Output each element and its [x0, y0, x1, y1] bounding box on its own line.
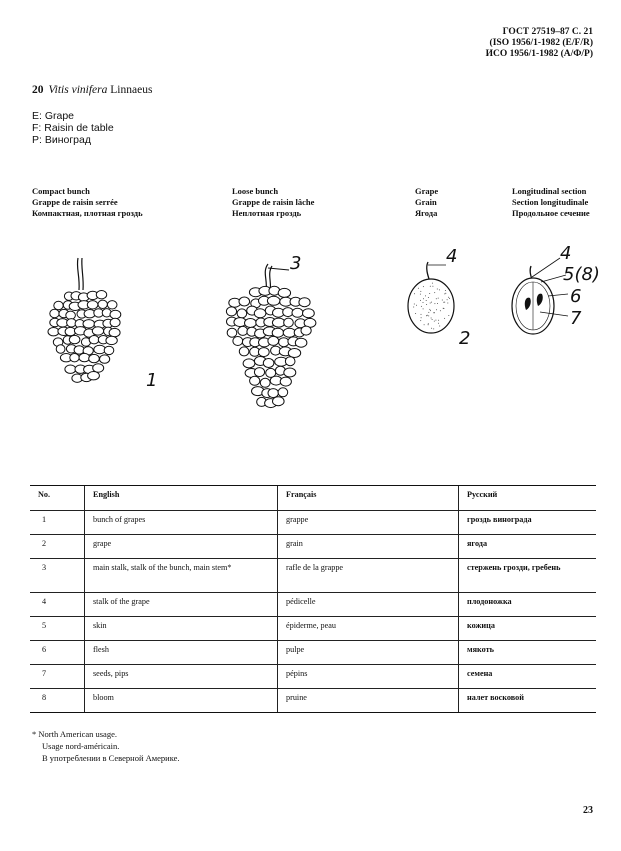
cell-no: 2	[30, 535, 85, 559]
cell-french: pédicelle	[278, 593, 459, 617]
cell-russian: ягода	[459, 535, 597, 559]
loose-bunch-illustration	[226, 264, 316, 408]
table-row	[30, 593, 596, 617]
cell-french: épiderme, peau	[278, 617, 459, 641]
footnote-russian: В употреблении в Северной Америке.	[42, 753, 180, 763]
cell-no: 7	[30, 665, 85, 689]
cell-english: flesh	[85, 641, 278, 665]
cell-french: pruine	[278, 689, 459, 713]
caption-line: Grape	[415, 186, 439, 196]
cell-russian: гроздь винограда	[459, 511, 597, 535]
entry-author: Linnaeus	[110, 84, 153, 96]
caption-line: Grappe de raisin lâche	[232, 197, 315, 207]
cell-no: 8	[30, 689, 85, 713]
figure-label-2: 2	[459, 328, 471, 349]
cell-french: rafle de la grappe	[278, 559, 459, 593]
header-iso-ru: ИСО 1956/1-1982 (А/Ф/Р)	[485, 49, 593, 59]
figure-label-4-section: 4	[560, 243, 572, 264]
cell-english: stalk of the grape	[85, 593, 278, 617]
figure-label-3: 3	[290, 253, 302, 274]
cell-english: main stalk, stalk of the bunch, main stem*	[85, 559, 278, 593]
cell-russian: семена	[459, 665, 597, 689]
cell-no: 3	[30, 559, 85, 593]
cell-french: grain	[278, 535, 459, 559]
caption-line: Longitudinal section	[512, 186, 587, 196]
name-english: E: Grape	[32, 110, 75, 122]
cell-french: pulpe	[278, 641, 459, 665]
table-header-row	[30, 486, 596, 511]
page-number: 23	[583, 805, 593, 816]
caption-line: Ягода	[415, 208, 438, 218]
cell-english: bloom	[85, 689, 278, 713]
name-russian: P: Виноград	[32, 134, 91, 146]
figure-label-7: 7	[570, 308, 582, 329]
table-row	[30, 617, 596, 641]
cell-russian: кожица	[459, 617, 597, 641]
compact-bunch-illustration	[48, 258, 121, 382]
entry-number: 20	[32, 84, 44, 96]
header-no: No.	[30, 486, 85, 511]
entry-latin-name: Vitis vinifera	[48, 84, 108, 96]
cell-russian: плодоножка	[459, 593, 597, 617]
single-grape-illustration	[408, 262, 454, 333]
footnote-french: Usage nord-américain.	[42, 741, 120, 751]
cell-french: pépins	[278, 665, 459, 689]
caption-line: Продольное сечение	[512, 208, 590, 218]
table-row	[30, 665, 596, 689]
figure-label-5-8: 5(8)	[563, 264, 600, 285]
footnote	[32, 728, 180, 764]
cell-french: grappe	[278, 511, 459, 535]
cell-russian: налет восковой	[459, 689, 597, 713]
header-french: Français	[278, 486, 459, 511]
cell-english: seeds, pips	[85, 665, 278, 689]
cell-english: skin	[85, 617, 278, 641]
table-row	[30, 689, 596, 713]
cell-no: 5	[30, 617, 85, 641]
cell-no: 4	[30, 593, 85, 617]
table-row	[30, 511, 596, 535]
header-iso: (ISO 1956/1-1982 (E/F/R)	[489, 38, 593, 48]
header-english: English	[85, 486, 278, 511]
figure-label-6: 6	[570, 286, 582, 307]
cell-no: 6	[30, 641, 85, 665]
section-illustration	[512, 258, 568, 334]
table-row	[30, 641, 596, 665]
caption-line: Compact bunch	[32, 186, 90, 196]
caption-line: Grain	[415, 197, 437, 207]
footnote-english: * North American usage.	[32, 729, 117, 739]
figure-label-1: 1	[146, 370, 158, 391]
caption-line: Компактная, плотная гроздь	[32, 208, 143, 218]
table-row	[30, 535, 596, 559]
table-row	[30, 559, 596, 593]
cell-english: grape	[85, 535, 278, 559]
name-french: F: Raisin de table	[32, 122, 114, 134]
cell-no: 1	[30, 511, 85, 535]
terms-table	[30, 485, 596, 713]
cell-russian: стержень грозди, гребень	[459, 559, 597, 593]
figure-label-4: 4	[446, 246, 458, 267]
header-standard: ГОСТ 27519–87 С. 21	[502, 27, 593, 37]
header-russian: Русский	[459, 486, 597, 511]
caption-line: Loose bunch	[232, 186, 279, 196]
cell-russian: мякоть	[459, 641, 597, 665]
caption-line: Неплотная гроздь	[232, 208, 302, 218]
caption-line: Grappe de raisin serrée	[32, 197, 118, 207]
cell-english: bunch of grapes	[85, 511, 278, 535]
caption-line: Section longitudinale	[512, 197, 589, 207]
